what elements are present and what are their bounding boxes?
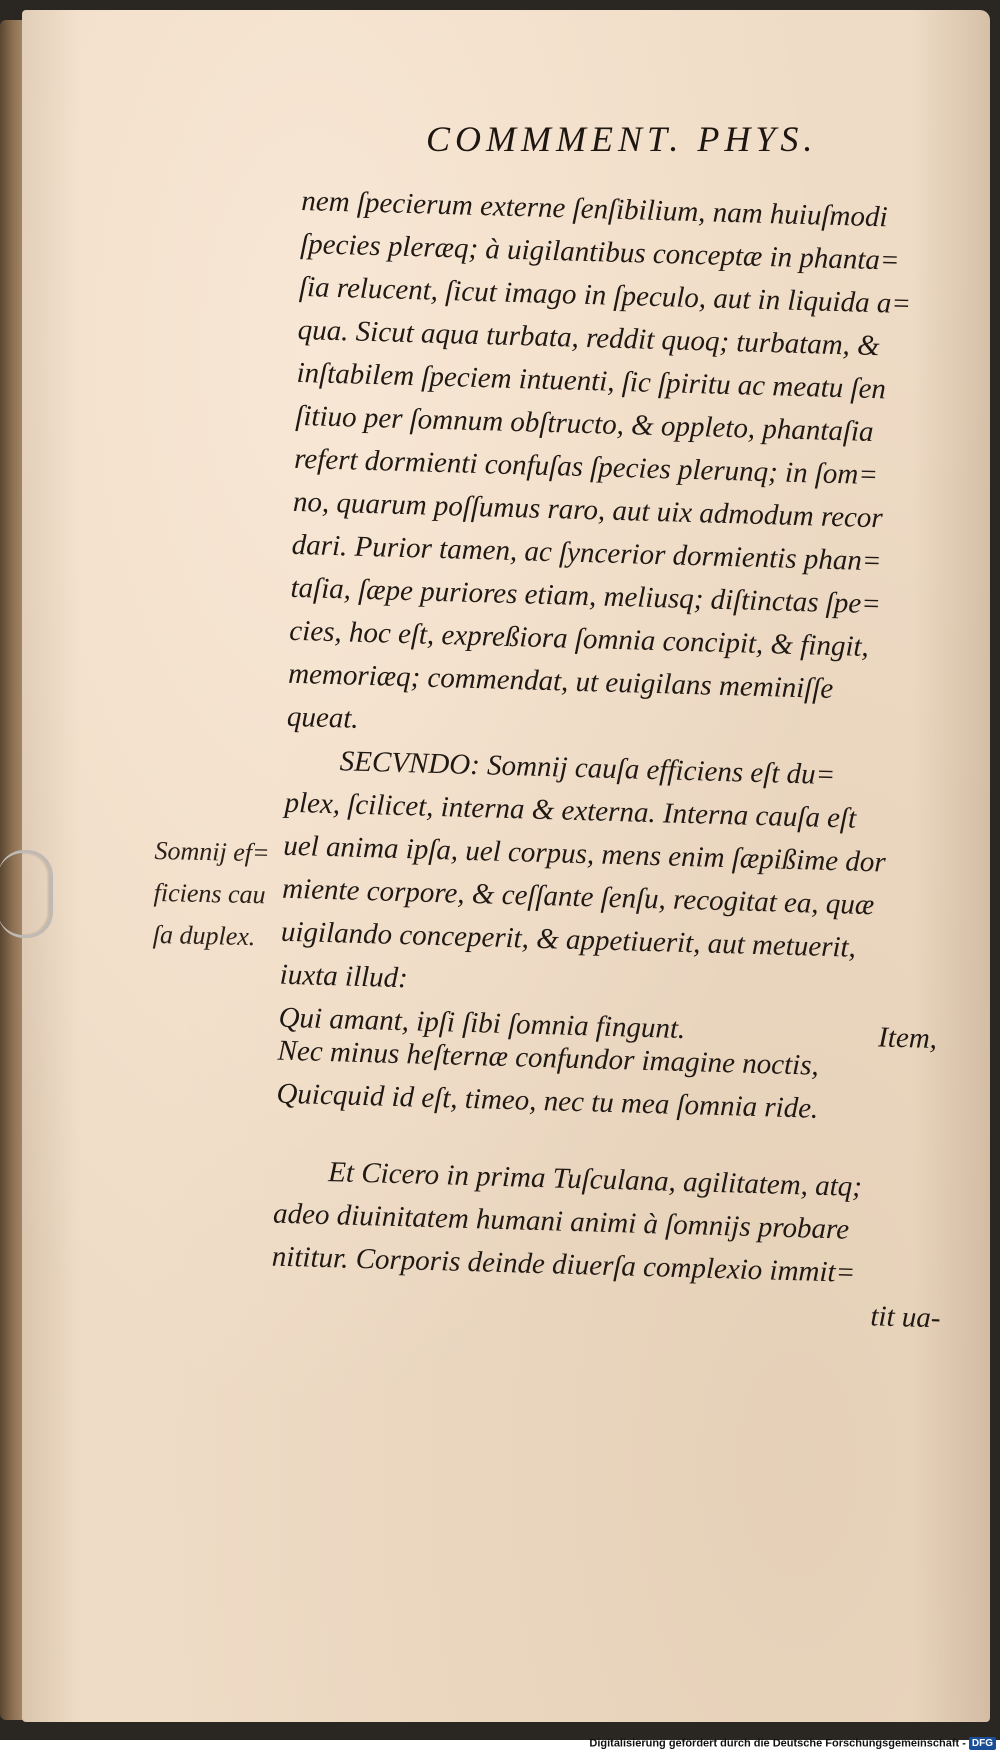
credit-text: Digitalisierung gefördert durch die Deutsche Forschungsgemeinschaft - <box>589 1737 966 1750</box>
text-line: taſia, ſæpe puriores etiam, meliusq; diſtinctas ſpe= <box>290 571 882 621</box>
text-line: miente corpore, & ceſſante ſenſu, recogitat ea, quæ <box>281 872 875 922</box>
text-line: ſpecies pleræq; à uigilantibus conceptæ in phanta= <box>299 227 900 277</box>
text-line: uigilando conceperit, & appetiuerit, aut metuerit, <box>280 915 857 964</box>
text-line: adeo diuinitatem humani animi à ſomnijs probare <box>272 1197 850 1246</box>
text-line: SECVNDO: Somnij cauſa efficiens eſt du= <box>339 745 836 792</box>
digitization-credit <box>589 1737 996 1750</box>
text-line: refert dormienti confuſas ſpecies plerunq; in ſom= <box>293 442 879 492</box>
verse-line: Nec minus heſternæ confundor imagine noctis, <box>277 1034 820 1082</box>
text-line: dari. Purior tamen, ac ſyncerior dormientis phan= <box>291 528 882 578</box>
text-line: Et Cicero in prima Tuſculana, agilitatem, atq; <box>327 1156 863 1204</box>
text-line: no, quarum poſſumus raro, aut uix admodum recor <box>292 485 884 535</box>
page-clip <box>0 850 53 938</box>
marginal-line: ficiens cau <box>153 877 266 910</box>
text-line: ſitiuo per ſomnum obſtructo, & oppleto, phantaſia <box>294 399 875 449</box>
catchword: tit ua- <box>870 1300 942 1335</box>
running-head: COMMMENT. PHYS. <box>426 119 818 159</box>
dfg-logo[interactable]: DFG <box>969 1737 996 1750</box>
text-line: iuxta illud: <box>279 958 409 995</box>
text-line: inſtabilem ſpeciem intuenti, ſic ſpiritu ac meatu ſen <box>296 356 887 406</box>
marginal-line: Somnij ef= <box>154 835 270 868</box>
verse-marker: Item, <box>877 1021 938 1056</box>
text-line: ſia relucent, ſicut imago in ſpeculo, aut in liquida a= <box>298 270 912 321</box>
verse-line: Qui amant, ipſi ſibi ſomnia fingunt. <box>278 1001 686 1046</box>
text-line: nem ſpecierum externe ſenſibilium, nam huiuſmodi <box>300 184 888 234</box>
text-line: plex, ſcilicet, interna & externa. Interna cauſa eſt <box>284 786 857 835</box>
marginal-line: ſa duplex. <box>152 919 256 952</box>
main-text-block <box>270 180 962 1340</box>
verse-line: Quicquid id eſt, timeo, nec tu mea ſomnia ride. <box>276 1077 819 1125</box>
text-line: queat. <box>286 700 360 735</box>
text-line: qua. Sicut aqua turbata, reddit quoq; turbatam, & <box>297 313 881 363</box>
text-line: memoriæq; commendat, ut euigilans meminiſſe <box>287 657 834 706</box>
text-line: uel anima ipſa, uel corpus, mens enim ſæpißime dor <box>282 829 887 879</box>
text-line: cies, hoc eſt, expreßiora ſomnia concipit, & fingit, <box>288 614 870 664</box>
text-line: nititur. Corporis deinde diuerſa complexio immit= <box>271 1240 856 1289</box>
marginal-note <box>152 830 305 959</box>
